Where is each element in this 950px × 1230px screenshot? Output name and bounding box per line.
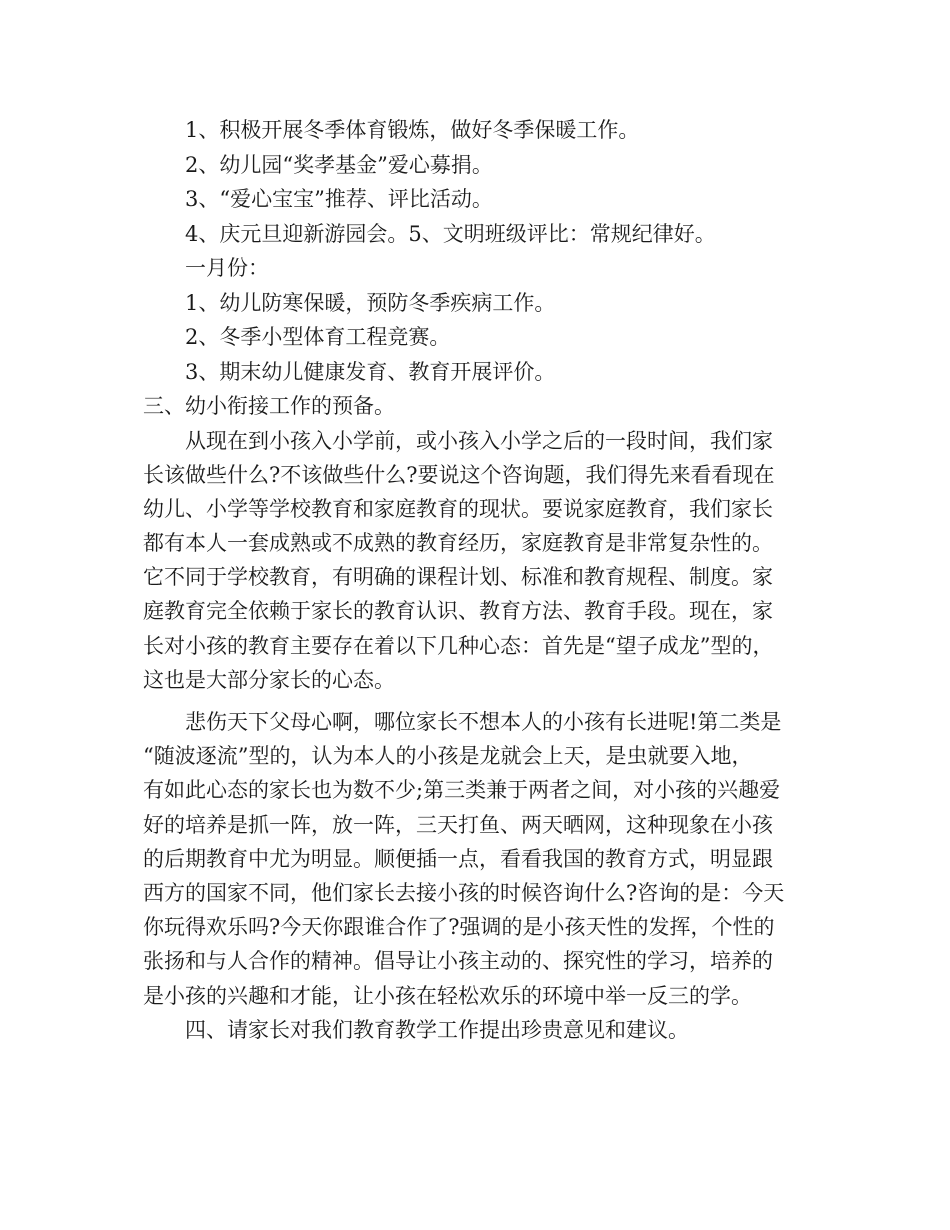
paragraph-line: 的后期教育中尤为明显。顺便插一点，看看我国的教育方式，明显跟 [143, 846, 773, 871]
paragraph-line: 都有本人一套成熟或不成熟的教育经历，家庭教育是非常复杂性的。 [143, 531, 773, 556]
month-heading-january: 一月份： [185, 256, 269, 280]
paragraph-line: 幼儿、小学等学校教育和家庭教育的现状。要说家庭教育，我们家长 [143, 496, 773, 521]
paragraph-two [143, 705, 833, 1013]
paragraph-line: 你玩得欢乐吗?今天你跟谁合作了?强调的是小孩天性的发挥，个性的 [143, 915, 775, 940]
paragraph-line: 它不同于学校教育，有明确的课程计划、标准和教育规程、制度。家 [143, 565, 773, 590]
paragraph-line: 是小孩的兴趣和才能，让小孩在轻松欢乐的环境中举一反三的学。 [143, 983, 752, 1008]
paragraph-one [143, 424, 833, 698]
paragraph-line: 西方的国家不同，他们家长去接小孩的时候咨询什么?咨询的是：今天 [143, 880, 785, 905]
section-heading-three: 三、幼小衔接工作的预备。 [143, 394, 395, 418]
paragraph-line: 好的培养是抓一阵，放一阵，三天打鱼、两天晒网，这种现象在小孩 [143, 812, 773, 837]
section-heading-four: 四、请家长对我们教育教学工作提出珍贵意见和建议。 [143, 1017, 689, 1042]
list-item: 2、冬季小型体育工程竞赛。 [185, 325, 451, 349]
paragraph-line: 庭教育完全依赖于家长的教育认识、教育方法、教育手段。现在，家 [143, 599, 773, 624]
paragraph-line: 有如此心态的家长也为数不少;第三类兼于两者之间，对小孩的兴趣爱 [143, 778, 781, 803]
list-item: 4、庆元旦迎新游园会。5、文明班级评比：常规纪律好。 [185, 221, 716, 246]
document-body [143, 113, 833, 1047]
paragraph-gap [143, 697, 833, 705]
list-item: 3、“爱心宝宝”推荐、评比活动。 [185, 187, 493, 211]
paragraph-line: “随波逐流”型的，认为本人的小孩是龙就会上天，是虫就要入地， [143, 744, 753, 769]
paragraph-line: 悲伤天下父母心啊，哪位家长不想本人的小孩有长进呢!第二类是 [143, 710, 782, 734]
list-item: 1、积极开展冬季体育锻炼，做好冬季保暖工作。 [185, 118, 640, 142]
paragraph-line: 长对小孩的教育主要存在着以下几种心态：首先是“望子成龙”型的， [143, 633, 774, 658]
paragraph-line: 这也是大部分家长的心态。 [143, 667, 395, 692]
list-item: 1、幼儿防寒保暖，预防冬季疾病工作。 [185, 290, 556, 315]
paragraph-line: 长该做些什么?不该做些什么?要说这个咨询题，我们得先来看看现在 [143, 462, 775, 487]
list-item: 3、期末幼儿健康发育、教育开展评价。 [185, 359, 556, 384]
list-item: 2、幼儿园“奖孝基金”爱心募捐。 [185, 152, 493, 177]
paragraph-line: 张扬和与人合作的精神。倡导让小孩主动的、探究性的学习，培养的 [143, 949, 773, 974]
paragraph-line: 从现在到小孩入小学前，或小孩入小学之后的一段时间，我们家 [143, 428, 773, 453]
